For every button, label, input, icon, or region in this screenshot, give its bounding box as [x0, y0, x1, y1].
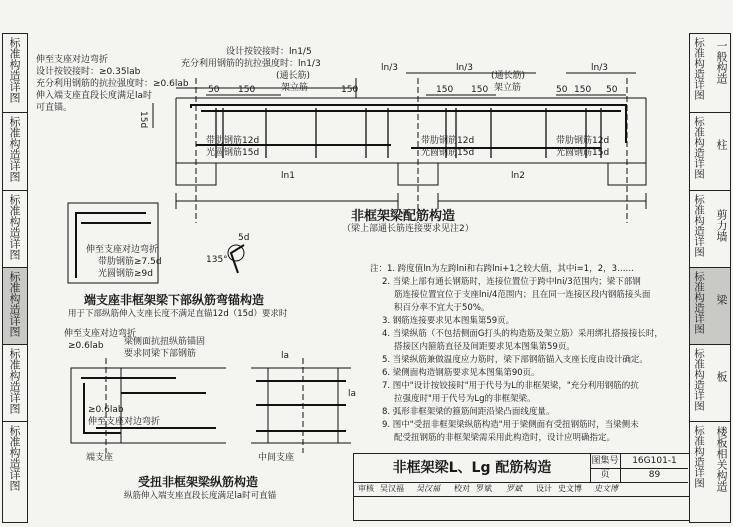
note-line: 6. 梁侧面构造钢筋要求见本图集第90页。 — [382, 368, 540, 378]
dim-label: 150 — [574, 85, 592, 95]
ribbed-label-2: 带肋钢筋12d — [421, 136, 475, 146]
end-support-title: 端支座非框架梁下部纵筋弯锚构造 — [84, 293, 265, 307]
note-line: 配受扭钢筋的非框架梁需采用此构造时，设计应明确指定。 — [394, 433, 616, 443]
dim-label: 150 — [436, 85, 454, 95]
right-sidebar-prefix: 标准构造详图 — [693, 271, 705, 334]
torsion-top-value: ≥0.6lab — [68, 341, 104, 351]
torsion-la-right: la — [348, 389, 357, 399]
dim-label: 50 — [606, 85, 618, 95]
right-sidebar-cell-active — [690, 268, 730, 345]
signature-field: 罗斌 — [506, 484, 522, 493]
ln3-label: ln/3 — [381, 63, 398, 73]
signature-row — [354, 482, 689, 497]
right-sidebar-cell — [690, 191, 730, 268]
torsion-bottom-value: ≥0.6lab — [88, 405, 124, 415]
right-sidebar-section: 板 — [715, 371, 728, 382]
title-block — [353, 453, 690, 521]
torsion-title: 受扭非框架梁纵筋构造 — [138, 475, 259, 489]
left-sidebar-label: 标准构造详图 — [8, 116, 21, 182]
page-number: 89 — [621, 468, 688, 483]
through-bar-label-1: (通长筋) — [276, 71, 311, 81]
left-sidebar-cell — [3, 113, 27, 191]
full-strength-label: 充分利用钢筋的抗拉强度时：ln1/3 — [181, 59, 321, 69]
title-block-title: 非框架梁L、Lg 配筋构造 — [354, 454, 591, 483]
plain-label-3: 光圆钢筋15d — [556, 148, 610, 158]
note-line: 5. 当梁纵筋兼做温度应力筋时，梁下部钢筋锚入支座长度由设计确定。 — [382, 355, 648, 365]
right-sidebar-cell — [690, 345, 730, 422]
note-line: 4. 当梁纵筋（不包括侧面G打头的构造筋及架立筋）采用绑扎搭接接长时， — [382, 329, 663, 339]
signature-field: 史文博 — [558, 484, 582, 493]
page-label: 页 — [590, 468, 621, 483]
torsion-bottom-note: 伸至支座对边弯折 — [88, 417, 161, 427]
note-line: 注：1. 跨度值ln为左跨lni和右跨lni+1之较大值，其中i=1，2，3…… — [370, 264, 635, 274]
left-sidebar-cell — [3, 34, 27, 113]
ribbed-label-1: 带肋钢筋12d — [206, 136, 260, 146]
right-sidebar-section: 一般构造 — [715, 40, 728, 84]
span-label-1: ln1 — [281, 171, 295, 181]
signature-field: 吴汉福 — [380, 484, 404, 493]
main-title: 非框架梁配筋构造 — [351, 209, 456, 224]
note-line: 2. 当梁上部有通长钢筋时，连接位置位于跨中lni/3范围内；梁下部钢 — [382, 277, 641, 287]
left-sidebar-cell — [3, 345, 27, 422]
right-sidebar-cell — [690, 113, 730, 191]
main-subtitle: （梁上部通长筋连接要求见注2） — [342, 224, 474, 234]
span-label-2: ln2 — [511, 171, 525, 181]
right-sidebar-prefix: 标准构造详图 — [693, 348, 705, 411]
dim-label: 50 — [556, 85, 568, 95]
atlas-label: 图集号 — [590, 454, 621, 469]
design-hinge-label: 设计按铰接时：ln1/5 — [226, 47, 312, 57]
right-sidebar — [689, 33, 731, 523]
ribbed-label-3: 带肋钢筋12d — [556, 136, 610, 146]
top-left-note-3: 充分利用钢筋的抗拉强度时：≥0.6lab — [36, 79, 189, 89]
right-sidebar-section: 楼板相关构造 — [715, 426, 728, 492]
note-line: 9. 图中"受扭非框架梁纵筋构造"用于梁侧面有受扭钢筋时，当梁侧未 — [382, 420, 639, 430]
note-line: 搭接区内箍筋直径及间距要求见本图集第59页。 — [394, 342, 575, 352]
right-sidebar-section: 柱 — [715, 139, 728, 150]
dim-label: 150 — [341, 85, 359, 95]
top-left-note-2: 设计按铰接时：≥0.35lab — [36, 67, 141, 77]
right-sidebar-prefix: 标准构造详图 — [693, 194, 705, 257]
note-line: 拉强度时"用于代号为Lg的非框架梁。 — [394, 394, 536, 404]
signature-field: 罗斌 — [476, 484, 492, 493]
signature-field: 设计 — [536, 484, 552, 493]
note-line: 7. 图中"设计按铰接时"用于代号为L的非框架梁，"充分利用钢筋的抗 — [382, 381, 639, 391]
dim-label: 50 — [208, 85, 220, 95]
torsion-la-top: la — [281, 351, 290, 361]
note-line: 3. 钢筋连接要求见本图集第59页。 — [382, 316, 515, 326]
hook-note-2: 带肋钢筋≥7.5d — [98, 257, 162, 267]
ln3-label: ln/3 — [591, 63, 608, 73]
end-support-desc: 用于下部纵筋伸入支座长度不满足直锚12d（15d）要求时 — [68, 309, 288, 319]
torsion-desc: 纵筋伸入端支座直段长度满足la时可直锚 — [124, 491, 277, 501]
right-sidebar-prefix: 标准构造详图 — [693, 116, 705, 179]
left-sidebar-label: 标准构造详图 — [8, 425, 21, 491]
top-left-note-5: 可直锚。 — [36, 103, 73, 113]
note-line: 筋连接位置宜位于支座lni/4范围内；且在同一连接区段内钢筋接头面 — [394, 290, 651, 300]
right-sidebar-prefix: 标准构造详图 — [693, 425, 705, 488]
left-sidebar — [2, 33, 28, 523]
signature-field: 校对 — [454, 484, 470, 493]
left-sidebar-label: 标准构造详图 — [8, 348, 21, 414]
dim-label: 150 — [471, 85, 489, 95]
left-sidebar-label: 标准构造详图 — [8, 37, 21, 103]
torsion-side-note-1: 梁侧面抗扭纵筋锚固 — [124, 337, 206, 347]
mid-support-label: 中间支座 — [258, 453, 295, 463]
hook-note-3: 光圆钢筋≥9d — [98, 269, 153, 279]
right-sidebar-section: 剪力墙 — [715, 209, 728, 242]
notes-block — [370, 263, 670, 445]
hook-5d: 5d — [238, 233, 250, 243]
left-sidebar-cell — [3, 422, 27, 522]
ln3-label: ln/3 — [456, 63, 473, 73]
right-sidebar-cell — [690, 422, 730, 522]
erect-bar-label-2: 架立筋 — [494, 83, 522, 93]
torsion-side-note-2: 要求同梁下部钢筋 — [124, 349, 197, 359]
erect-bar-label-1: 架立筋 — [281, 83, 309, 93]
left-sidebar-cell-active — [3, 268, 27, 345]
top-left-note-4: 伸入端支座直段长度满足la时 — [36, 91, 153, 101]
left-sidebar-label: 标准构造详图 — [8, 271, 21, 337]
hook-angle: 135° — [206, 255, 228, 265]
right-sidebar-cell — [690, 34, 730, 113]
drawing-area — [26, 33, 688, 523]
plain-label-2: 光圆钢筋15d — [421, 148, 475, 158]
plain-label-1: 光圆钢筋15d — [206, 148, 260, 158]
note-line: 8. 弧形非框架梁的箍筋间距沿梁凸面线度量。 — [382, 407, 555, 417]
torsion-top-note: 伸至支座对边弯折 — [64, 329, 137, 339]
through-bar-label-2: (通长筋) — [491, 71, 526, 81]
right-sidebar-section: 梁 — [715, 294, 728, 305]
hook-note-1: 伸至支座对边弯折 — [86, 245, 159, 255]
left-sidebar-label: 标准构造详图 — [8, 194, 21, 260]
side-dim-label: 15d — [138, 111, 148, 129]
signature-field: 审核 — [358, 484, 374, 493]
signature-field: 史文博 — [594, 484, 618, 493]
left-sidebar-cell — [3, 191, 27, 268]
top-left-note-1: 伸至支座对边弯折 — [36, 55, 109, 65]
dim-label: 150 — [238, 85, 256, 95]
note-line: 积百分率不宜大于50%。 — [394, 303, 490, 313]
end-support-label: 端支座 — [86, 453, 114, 463]
atlas-number: 16G101-1 — [621, 454, 688, 469]
signature-field: 吴汉福 — [416, 484, 440, 493]
right-sidebar-prefix: 标准构造详图 — [693, 37, 705, 100]
